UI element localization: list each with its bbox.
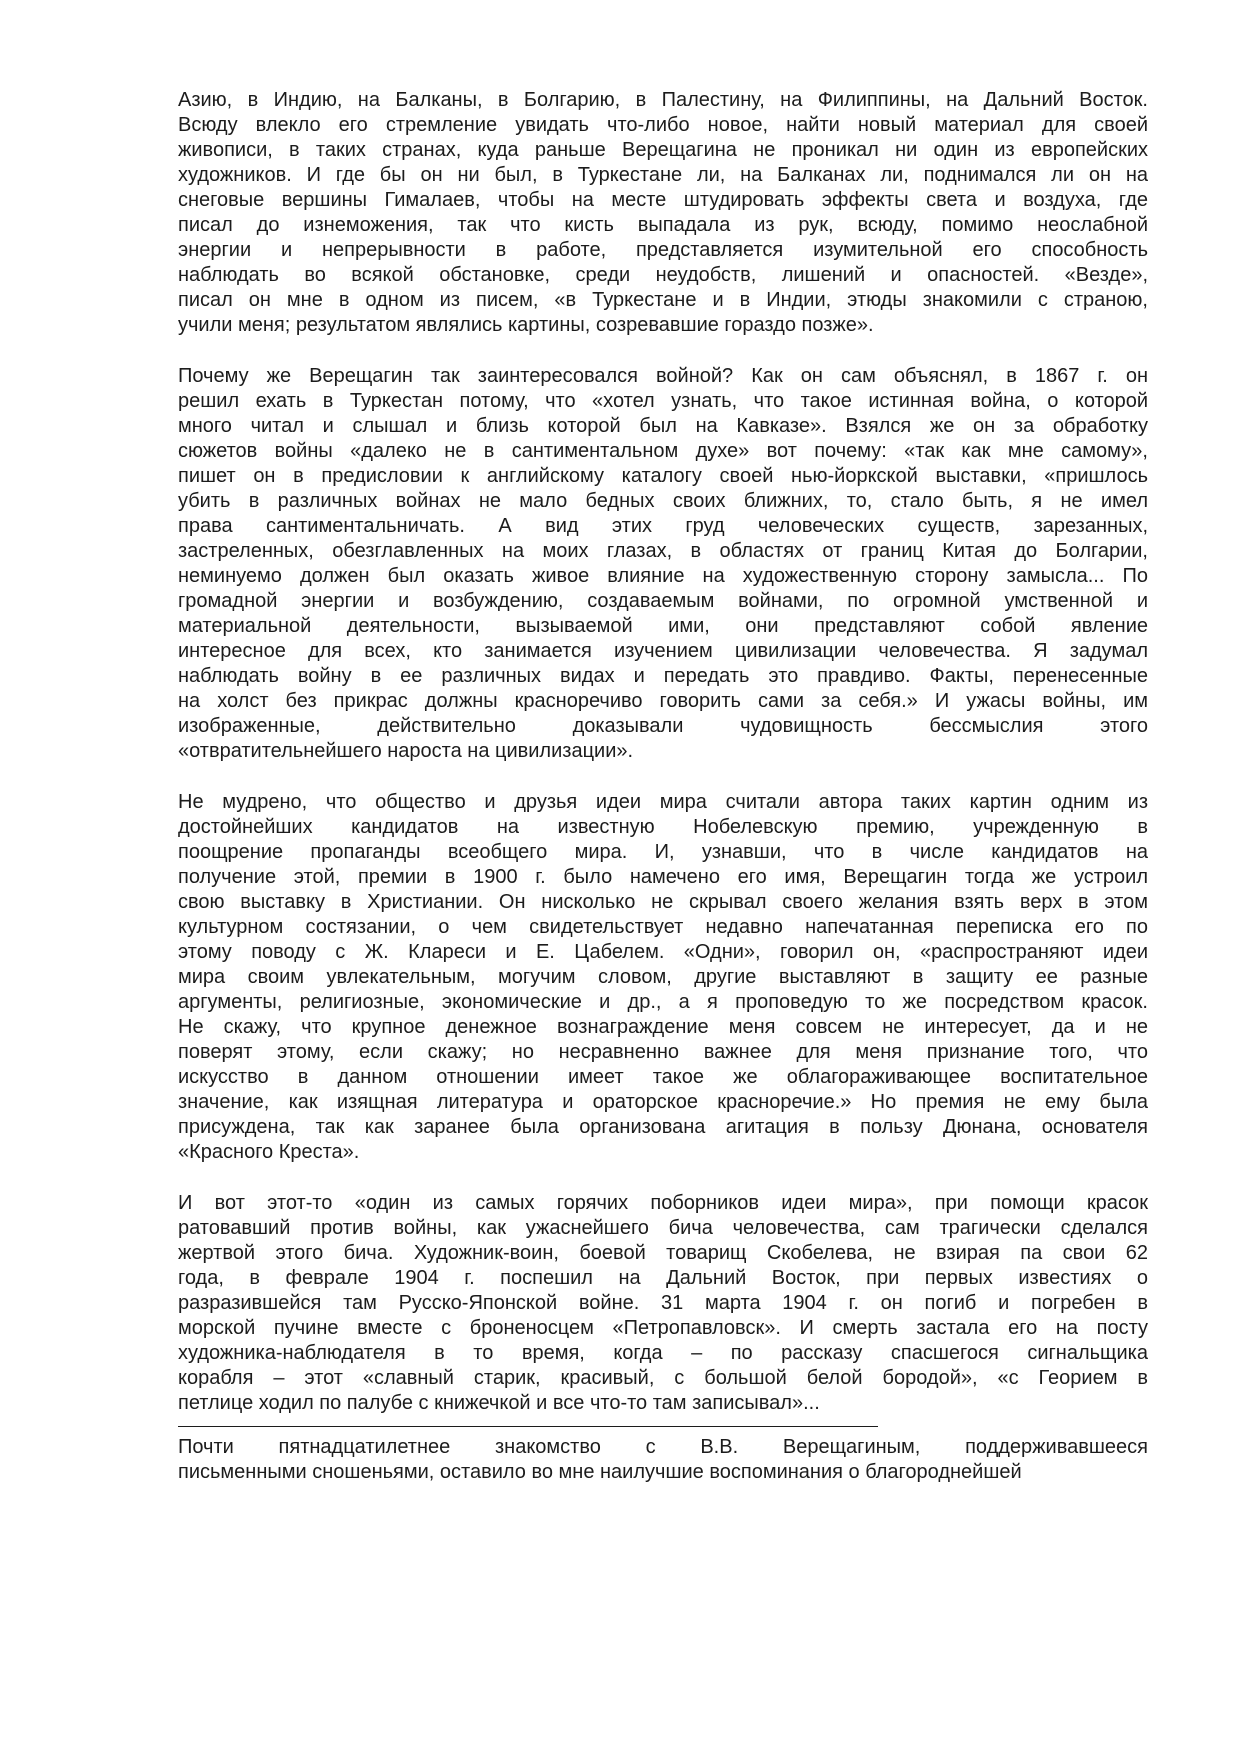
footnote-line: письменными сношеньями, оставило во мне наилучшие воспоминания о благороднейшей bbox=[178, 1461, 1022, 1483]
paragraph-2-line: права сантиментальничать. А вид этих груд человеческих существ, зарезанных, bbox=[178, 515, 1148, 537]
paragraph-3-line: «Красного Креста». bbox=[178, 1141, 360, 1163]
document-page bbox=[178, 88, 1148, 1485]
paragraph-4-line: разразившейся там Русско-Японской войне. 31 марта 1904 г. он погиб и погребен в bbox=[178, 1292, 1148, 1314]
paragraph-3-line: культурном состязании, о чем свидетельствует недавно напечатанная переписка его по bbox=[178, 916, 1148, 938]
paragraph-3-line: поощрение пропаганды всеобщего мира. И, узнавши, что в числе кандидатов на bbox=[178, 841, 1148, 863]
paragraph-1-line: энергии и непрерывности в работе, представляется изумительной его способность bbox=[178, 239, 1148, 261]
paragraph-1-line: учили меня; результатом являлись картины, созревавшие гораздо позже». bbox=[178, 314, 874, 336]
paragraph-4-line: ратовавший против войны, как ужаснейшего бича человечества, сам трагически сделался bbox=[178, 1217, 1148, 1239]
paragraph-2-line: наблюдать войну в ее различных видах и передать это правдиво. Факты, перенесенные bbox=[178, 665, 1148, 687]
paragraph-4-line: года, в феврале 1904 г. поспешил на Дальний Восток, при первых известиях о bbox=[178, 1267, 1148, 1289]
paragraph-3-line: получение этой, премии в 1900 г. было намечено его имя, Верещагин тогда же устроил bbox=[178, 866, 1148, 888]
footnote-line: Почти пятнадцатилетнее знакомство с В.В. Верещагиным, поддерживавшееся bbox=[178, 1436, 1148, 1458]
paragraph-death bbox=[178, 1191, 1148, 1416]
paragraph-1-line: Азию, в Индию, на Балканы, в Болгарию, в Палестину, на Филиппины, на Дальний Восток. bbox=[178, 89, 1148, 111]
paragraph-1-line: писал до изнеможения, так что кисть выпадала из рук, всюду, помимо неослабной bbox=[178, 214, 1148, 236]
paragraph-4-line: художника-наблюдателя в то время, когда – по рассказу спасшегося сигнальщика bbox=[178, 1342, 1148, 1364]
paragraph-1-line: живописи, в таких странах, куда раньше Верещагина не проникал ни один из европейских bbox=[178, 139, 1148, 161]
paragraph-3-line: Не скажу, что крупное денежное вознаграждение меня совсем не интересует, да и не bbox=[178, 1016, 1148, 1038]
paragraph-3-line: искусство в данном отношении имеет такое же облагораживающее воспитательное bbox=[178, 1066, 1148, 1088]
paragraph-3-line: присуждена, так как заранее была организована агитация в пользу Дюнана, основателя bbox=[178, 1116, 1148, 1138]
paragraph-1-line: Всюду влекло его стремление увидать что-либо новое, найти новый материал для своей bbox=[178, 114, 1148, 136]
paragraph-2-line: пишет он в предисловии к английскому каталогу своей нью-йоркской выставки, «пришлось bbox=[178, 465, 1148, 487]
paragraph-2-line: на холст без прикрас должны красноречиво говорить сами за себя.» И ужасы войны, им bbox=[178, 690, 1148, 712]
paragraph-3-line: достойнейших кандидатов на известную Нобелевскую премию, учрежденную в bbox=[178, 816, 1148, 838]
paragraph-3-line: аргументы, религиозные, экономические и др., а я проповедую то же посредством красок. bbox=[178, 991, 1148, 1013]
paragraph-3-line: поверят этому, если скажу; но несравненно важнее для меня признание того, что bbox=[178, 1041, 1148, 1063]
paragraph-4-line: морской пучине вместе с броненосцем «Петропавловск». И смерть застала его на посту bbox=[178, 1317, 1148, 1339]
paragraph-1-line: наблюдать во всякой обстановке, среди неудобств, лишений и опасностей. «Везде», bbox=[178, 264, 1148, 286]
paragraph-1-line: снеговые вершины Гималаев, чтобы на месте штудировать эффекты света и воздуха, где bbox=[178, 189, 1148, 211]
paragraph-war-interest bbox=[178, 364, 1148, 764]
paragraph-1-line: художников. И где бы он ни был, в Туркестане ли, на Балканах ли, поднимался ли он на bbox=[178, 164, 1148, 186]
paragraph-4-line: корабля – этот «славный старик, красивый, с большой белой бородой», «с Георием в bbox=[178, 1367, 1148, 1389]
paragraph-travels bbox=[178, 88, 1148, 338]
paragraph-nobel-prize bbox=[178, 790, 1148, 1165]
paragraph-3-line: мира своим увлекательным, могучим словом, другие выставляют в защиту ее разные bbox=[178, 966, 1148, 988]
paragraph-2-line: Почему же Верещагин так заинтересовался войной? Как он сам объяснял, в 1867 г. он bbox=[178, 365, 1148, 387]
paragraph-3-line: Не мудрено, что общество и друзья идеи мира считали автора таких картин одним из bbox=[178, 791, 1148, 813]
paragraph-3-line: значение, как изящная литература и ораторское красноречие.» Но премия не ему была bbox=[178, 1091, 1148, 1113]
paragraph-4-line: И вот этот-то «один из самых горячих поборников идеи мира», при помощи красок bbox=[178, 1192, 1148, 1214]
paragraph-2-line: решил ехать в Туркестан потому, что «хотел узнать, что такое истинная война, о которой bbox=[178, 390, 1148, 412]
paragraph-2-line: много читал и слышал и близь которой был на Кавказе». Взялся же он за обработку bbox=[178, 415, 1148, 437]
paragraph-4-line: жертвой этого бича. Художник-воин, боевой товарищ Скобелева, не взирая па свои 62 bbox=[178, 1242, 1148, 1264]
paragraph-2-line: громадной энергии и возбуждению, создаваемым войнами, по огромной умственной и bbox=[178, 590, 1148, 612]
paragraph-2-line: материальной деятельности, вызываемой ими, они представляют собой явление bbox=[178, 615, 1148, 637]
paragraph-2-line: сюжетов войны «далеко не в сантиментальном духе» вот почему: «так как мне самому», bbox=[178, 440, 1148, 462]
paragraph-2-line: неминуемо должен был оказать живое влияние на художественную сторону замысла... По bbox=[178, 565, 1148, 587]
paragraph-3-line: свою выставку в Христиании. Он нисколько не скрывал своего желания взять верх в этом bbox=[178, 891, 1148, 913]
paragraph-2-line: убить в различных войнах не мало бедных своих ближних, то, стало быть, я не имел bbox=[178, 490, 1148, 512]
footnote-separator bbox=[178, 1426, 878, 1427]
footnote bbox=[178, 1435, 1148, 1485]
paragraph-2-line: застреленных, обезглавленных на моих глазах, в областях от границ Китая до Болгарии, bbox=[178, 540, 1148, 562]
paragraph-2-line: изображенные, действительно доказывали чудовищность бессмыслия этого bbox=[178, 715, 1148, 737]
paragraph-3-line: этому поводу с Ж. Клареси и Е. Цабелем. «Одни», говорил он, «распространяют идеи bbox=[178, 941, 1148, 963]
paragraph-1-line: писал он мне в одном из писем, «в Туркестане и в Индии, этюды знакомили с страною, bbox=[178, 289, 1148, 311]
paragraph-4-line: петлице ходил по палубе с книжечкой и все что-то там записывал»... bbox=[178, 1392, 820, 1414]
paragraph-2-line: интересное для всех, кто занимается изучением цивилизации человечества. Я задумал bbox=[178, 640, 1148, 662]
paragraph-2-line: «отвратительнейшего нароста на цивилизации». bbox=[178, 740, 634, 762]
